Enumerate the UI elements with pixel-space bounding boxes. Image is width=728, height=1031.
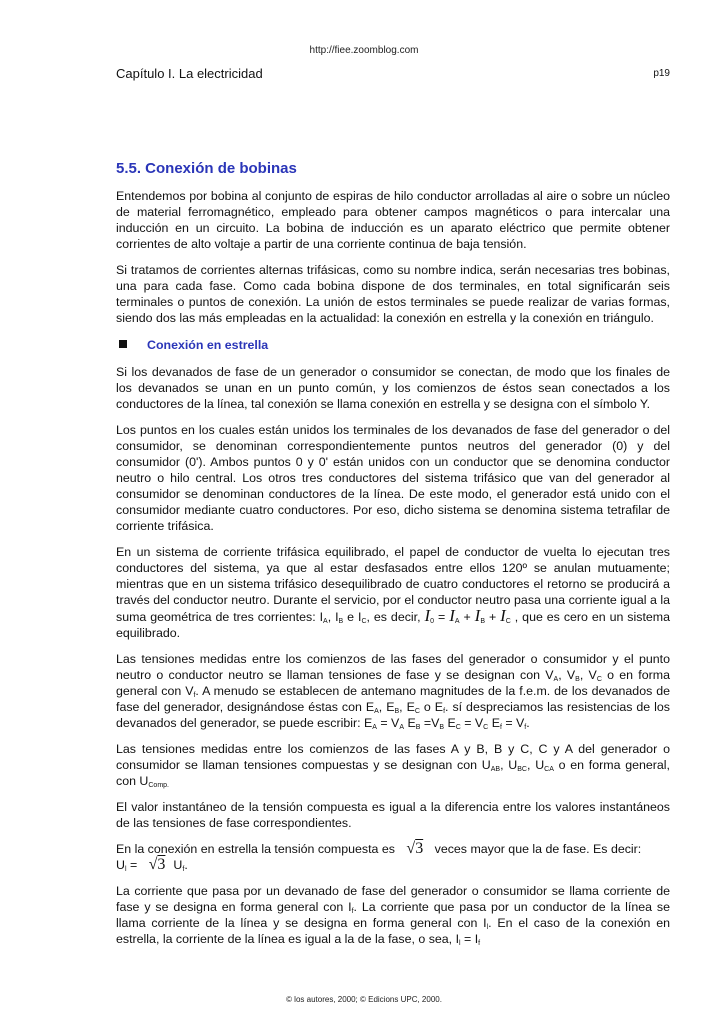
page-header (116, 66, 670, 86)
paragraph-raiz-tres: En la conexión en estrella la tensión compuesta es √3 veces mayor que la de fase. Es decir: $U_l = √3$ $U_f$. (116, 840, 642, 873)
page-content (116, 160, 670, 957)
vector-i-b: I (474, 606, 481, 625)
page-footer: © los autores, 2000; © Edicions UPC, 2000. (286, 995, 442, 1004)
source-url: http://fiee.zoomblog.com (309, 45, 419, 56)
section-title: 5.5. Conexión de bobinas (116, 160, 297, 177)
paragraph-corriente: La corriente que pasa por un devanado de fase del generador o consumidor se llama corriente de fase y se designa en forma general con $I_f$. La corriente que pasa por un conductor de la línea se llama corriente de la línea y se designa en forma general con $I_l$. En el caso de la conexión en estrella, la corriente de la línea es igual a la de la fase, o sea, $I_l = I_f$ (116, 884, 670, 947)
sqrt-three-formula: √3 (148, 856, 166, 873)
paragraph-estrella-def: Si los devanados de fase de un generador o consumidor se conectan, de modo que los finales de los devanados se unan en un punto común, y los comienzos de éstos sean conectados a los conductores de la línea, tal conexión se llama conexión en estrella y se designa con el símbolo Y. (116, 365, 670, 411)
paragraph-puntos-neutros: Los puntos en los cuales están unidos los terminales de los devanados de fase del generador o del consumidor, se denominan correspondientemente puntos neutros del generador (0) y del consumidor (0'). Ambos puntos 0 y 0' están unidos con un conductor que se denomina conductor neutro o hilo central. Los otros tres conductores del sistema trifásico que van del generador al consumidor se denominan conductores de la línea. De este modo, el generador está unido con el consumidor mediante cuatro conductores. Por eso, dicho sistema se denomina sistema tetrafilar de corriente trifásica. (116, 423, 670, 533)
paragraph-trifasicas: Si tratamos de corrientes alternas trifásicas, como su nombre indica, serán necesarias tres bobinas, una para cada fase. Como cada bobina dispone de dos terminales, en total significarán seis terminales o puntos de conexión. La unión de estos terminales se puede realizar de varias formas, siendo dos las más empleadas en la actualidad: la conexión en estrella y la conexión en triángulo. (116, 263, 670, 325)
paragraph-valor-instantaneo: El valor instantáneo de la tensión compuesta es igual a la diferencia entre los valores instantáneos de las tensiones de fase correspondientes. (116, 800, 670, 830)
vector-i-a: I (449, 606, 455, 625)
paragraph-tensiones-compuestas: Las tensiones medidas entre los comienzos de las fases A y B, B y C, C y A del generador o consumidor se llaman tensiones compuestas y se designan con $U_{AB}$, $U_{BC}$, $U_{CA}$ o en forma general, con $U_{Comp.}$ (116, 742, 670, 789)
page-number: p19 (653, 68, 670, 79)
square-bullet-icon (119, 340, 127, 348)
bullet-heading-estrella (116, 336, 670, 354)
sqrt-three-symbol: √3 (406, 840, 424, 857)
paragraph-bobina: Entendemos por bobina al conjunto de espiras de hilo conductor arrolladas al aire o sobre un núcleo de material ferromagnético, empleado para obtener campos magnéticos o para intercalar una inducción en un circuito. La bobina de inducción es un aparato eléctrico que permite obtener corrientes de alto voltaje a partir de una corriente continua de baja tensión. (116, 189, 670, 251)
chapter-title: Capítulo I. La electricidad (116, 66, 263, 81)
paragraph-tensiones-fase: Las tensiones medidas entre los comienzos de las fases del generador o consumidor y el punto neutro o conductor neutro se llaman tensiones de fase y se designan con $V_A$, $V_B$, $V_C$ o en forma general con $V_f$. A menudo se establecen de antemano magnitudes de la f.e.m. de los devanados de fase del generador, designándose éstas con $E_A$, $E_B$, $E_C$ o $E_f$. sí despreciamos las resistencias de los devanados del generador, se puede escribir: $E_A = V_A$ $E_B =V_B$ $E_C = V_C$ $E_f = V_f$. (116, 652, 671, 731)
bullet-label: Conexión en estrella (147, 338, 269, 352)
vector-i-0: I (424, 606, 431, 625)
paragraph-equilibrado: En un sistema de corriente trifásica equilibrado, el papel de conductor de vuelta lo ejecutan tres conductores del sistema, ya que al estar desfasados entre ellos 120º se anulan mutuamente; mientras que en un sistema trifásico desequilibrado de cuatro conductores el retorno se producirá a través del conductor neutro. Durante el servicio, por el conductor neutro pasa una corriente igual a la suma geométrica de tres corrientes: $I_A$, $I_B$ e $I_C$, es decir, $I_0 = I_A + I_B + I_C$ , que es cero en un sistema equilibrado. (116, 545, 670, 640)
vector-i-c: I (500, 606, 506, 625)
